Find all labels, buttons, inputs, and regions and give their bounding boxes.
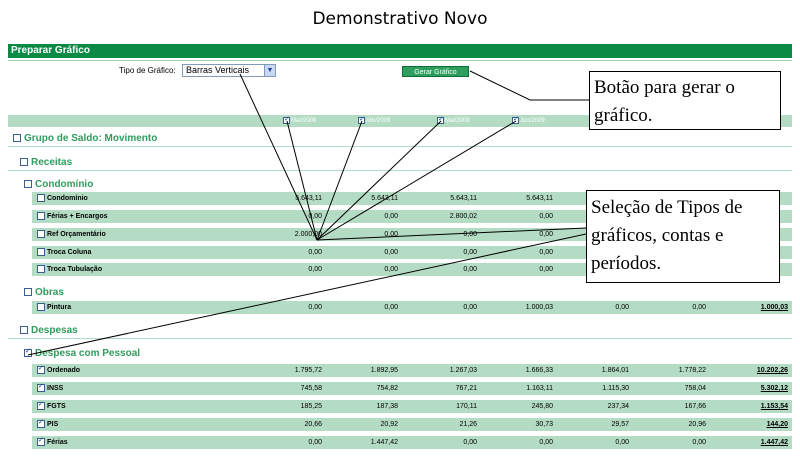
period-checkbox-abr[interactable] bbox=[358, 117, 390, 125]
chart-type-select[interactable] bbox=[182, 64, 276, 77]
checkbox-icon[interactable] bbox=[37, 248, 45, 256]
group-obras[interactable] bbox=[24, 287, 64, 298]
row-label[interactable] bbox=[37, 402, 66, 410]
row-value: 5.643,11 bbox=[450, 195, 477, 202]
row-label[interactable] bbox=[37, 366, 80, 374]
row-value: 0,00 bbox=[692, 439, 706, 446]
row-label-text: Ref Orçamentário bbox=[47, 230, 106, 238]
row-value: 0,00 bbox=[539, 249, 553, 256]
period-checkbox-mai[interactable] bbox=[437, 117, 470, 125]
row-value: 0,00 bbox=[308, 439, 322, 446]
checkbox-checked-icon[interactable] bbox=[283, 117, 290, 124]
group-despesas[interactable] bbox=[20, 325, 78, 336]
callout-selection: Seleção de Tipos de gráficos, contas e períodos. bbox=[586, 190, 780, 283]
row-value: 0,00 bbox=[463, 439, 477, 446]
divider bbox=[8, 146, 792, 147]
group-label: Grupo de Saldo: Movimento bbox=[24, 133, 158, 144]
chevron-down-icon[interactable]: ▼ bbox=[264, 65, 275, 76]
checkbox-icon[interactable] bbox=[37, 303, 45, 311]
row-value: 0,00 bbox=[463, 304, 477, 311]
chart-type-value: Barras Verticais bbox=[186, 65, 250, 75]
row-total: 144,20 bbox=[766, 421, 788, 428]
row-value: 237,34 bbox=[607, 403, 629, 410]
row-label[interactable] bbox=[37, 303, 71, 311]
row-total: 1.447,42 bbox=[760, 439, 788, 446]
period-label: Jun/2009 bbox=[520, 118, 545, 125]
period-label: Abr/2009 bbox=[366, 118, 391, 125]
row-label-text: Férias bbox=[47, 438, 68, 446]
row-value: 0,00 bbox=[384, 213, 398, 220]
row-value: 167,66 bbox=[684, 403, 706, 410]
row-value: 170,11 bbox=[456, 403, 477, 410]
panel-divider bbox=[8, 60, 792, 61]
row-value: 0,00 bbox=[384, 304, 398, 311]
group-condominio[interactable] bbox=[24, 179, 93, 190]
row-label[interactable] bbox=[37, 212, 108, 220]
row-value: 0,00 bbox=[308, 213, 322, 220]
table-row bbox=[32, 382, 792, 396]
row-value: 5.643,11 bbox=[526, 195, 553, 202]
row-label[interactable] bbox=[37, 420, 58, 428]
group-pessoal[interactable] bbox=[24, 348, 140, 359]
table-row bbox=[32, 364, 792, 378]
group-label: Despesa com Pessoal bbox=[35, 348, 141, 359]
group-label: Condomínio bbox=[35, 179, 94, 190]
row-value: 20,66 bbox=[304, 421, 322, 428]
row-value: 1.666,33 bbox=[525, 367, 553, 374]
checkbox-checked-icon[interactable] bbox=[437, 117, 444, 124]
row-value: 0,00 bbox=[384, 249, 398, 256]
row-label[interactable] bbox=[37, 230, 106, 238]
group-label: Receitas bbox=[31, 157, 73, 168]
checkbox-icon[interactable] bbox=[37, 265, 45, 273]
period-label: Mar/2009 bbox=[291, 118, 317, 125]
checkbox-icon[interactable] bbox=[20, 326, 28, 334]
row-value: 0,00 bbox=[463, 231, 477, 238]
checkbox-checked-icon[interactable] bbox=[512, 117, 519, 124]
row-label-text: Ordenado bbox=[47, 366, 81, 374]
row-value: 2.000,00 bbox=[294, 231, 322, 238]
row-label[interactable] bbox=[37, 248, 91, 256]
checkbox-icon[interactable] bbox=[37, 194, 45, 202]
period-label: Mai/2009 bbox=[445, 118, 470, 125]
row-value: 5.643,11 bbox=[371, 195, 398, 202]
row-value: 754,82 bbox=[376, 385, 398, 392]
row-label[interactable] bbox=[37, 194, 88, 202]
row-value: 1.447,42 bbox=[370, 439, 398, 446]
chart-type-label: Tipo de Gráfico: bbox=[119, 66, 176, 75]
row-value: 0,00 bbox=[539, 231, 553, 238]
table-row bbox=[32, 436, 792, 450]
checkbox-icon[interactable] bbox=[24, 180, 32, 188]
group-saldo[interactable] bbox=[13, 133, 157, 144]
table-row bbox=[32, 400, 792, 414]
checkbox-checked-icon[interactable] bbox=[37, 384, 45, 392]
row-value: 1.864,01 bbox=[601, 367, 629, 374]
row-value: 1.267,03 bbox=[449, 367, 477, 374]
checkbox-checked-icon[interactable] bbox=[37, 420, 45, 428]
group-label: Obras bbox=[35, 287, 64, 298]
row-value: 0,00 bbox=[308, 304, 322, 311]
row-value: 29,57 bbox=[611, 421, 629, 428]
row-value: 245,80 bbox=[531, 403, 553, 410]
row-value: 20,96 bbox=[688, 421, 706, 428]
row-value: 0,00 bbox=[384, 231, 398, 238]
row-total: 1.000,03 bbox=[760, 304, 788, 311]
row-value: 0,00 bbox=[384, 266, 398, 273]
row-value: 0,00 bbox=[463, 249, 477, 256]
checkbox-checked-icon[interactable] bbox=[24, 349, 32, 357]
generate-chart-button[interactable]: Gerar Gráfico bbox=[402, 66, 469, 77]
row-label-text: PIS bbox=[47, 420, 59, 428]
row-label-text: FGTS bbox=[47, 402, 66, 410]
row-label-text: Férias + Encargos bbox=[47, 212, 108, 220]
row-total: 10.202,26 bbox=[756, 367, 788, 374]
row-value: 0,00 bbox=[539, 213, 553, 220]
row-total: 1.153,54 bbox=[760, 403, 788, 410]
row-value: 758,04 bbox=[684, 385, 706, 392]
table-row bbox=[32, 418, 792, 432]
panel-title: Preparar Gráfico bbox=[8, 44, 792, 58]
row-value: 745,58 bbox=[300, 385, 322, 392]
row-value: 0,00 bbox=[615, 439, 629, 446]
row-value: 1.115,30 bbox=[602, 385, 629, 392]
row-value: 5.643,11 bbox=[295, 195, 322, 202]
checkbox-icon[interactable] bbox=[24, 288, 32, 296]
group-label: Despesas bbox=[31, 325, 78, 336]
row-value: 30,73 bbox=[535, 421, 553, 428]
row-label[interactable] bbox=[37, 384, 63, 392]
page-title: Demonstrativo Novo bbox=[312, 9, 488, 29]
period-checkbox-jun[interactable] bbox=[512, 117, 545, 125]
checkbox-checked-icon[interactable] bbox=[358, 117, 365, 124]
row-value: 0,00 bbox=[463, 266, 477, 273]
divider bbox=[8, 338, 792, 339]
checkbox-checked-icon[interactable] bbox=[37, 438, 45, 446]
row-label[interactable] bbox=[37, 265, 102, 273]
row-value: 0,00 bbox=[308, 266, 322, 273]
checkbox-icon[interactable] bbox=[37, 230, 45, 238]
row-value: 767,21 bbox=[455, 385, 477, 392]
row-value: 0,00 bbox=[692, 304, 706, 311]
row-value: 1.795,72 bbox=[294, 367, 322, 374]
row-label[interactable] bbox=[37, 438, 68, 446]
checkbox-icon[interactable] bbox=[13, 134, 21, 142]
row-value: 1.163,11 bbox=[526, 385, 553, 392]
callout-generate: Botão para gerar o gráfico. bbox=[589, 71, 781, 130]
row-value: 1.000,03 bbox=[525, 304, 553, 311]
row-label-text: INSS bbox=[47, 384, 64, 392]
group-receitas[interactable] bbox=[20, 157, 72, 168]
row-value: 1.778,22 bbox=[678, 367, 706, 374]
row-value: 0,00 bbox=[539, 266, 553, 273]
row-value: 0,00 bbox=[615, 304, 629, 311]
row-label-text: Troca Coluna bbox=[47, 248, 92, 256]
divider bbox=[8, 170, 792, 171]
row-value: 187,38 bbox=[376, 403, 398, 410]
table-row bbox=[32, 301, 792, 315]
row-label-text: Pintura bbox=[47, 303, 72, 311]
period-checkbox-mar[interactable] bbox=[283, 117, 316, 125]
row-value: 0,00 bbox=[539, 439, 553, 446]
checkbox-checked-icon[interactable] bbox=[37, 402, 45, 410]
checkbox-icon[interactable] bbox=[37, 212, 45, 220]
row-total: 5.302,12 bbox=[760, 385, 788, 392]
row-label-text: Condomínio bbox=[47, 194, 88, 202]
row-value: 21,26 bbox=[459, 421, 477, 428]
row-value: 20,92 bbox=[380, 421, 398, 428]
checkbox-icon[interactable] bbox=[20, 158, 28, 166]
row-value: 185,25 bbox=[300, 403, 322, 410]
row-value: 1.892,95 bbox=[370, 367, 398, 374]
row-value: 0,00 bbox=[308, 249, 322, 256]
row-label-text: Troca Tubulação bbox=[47, 265, 103, 273]
row-value: 2.800,02 bbox=[449, 213, 477, 220]
checkbox-checked-icon[interactable] bbox=[37, 366, 45, 374]
